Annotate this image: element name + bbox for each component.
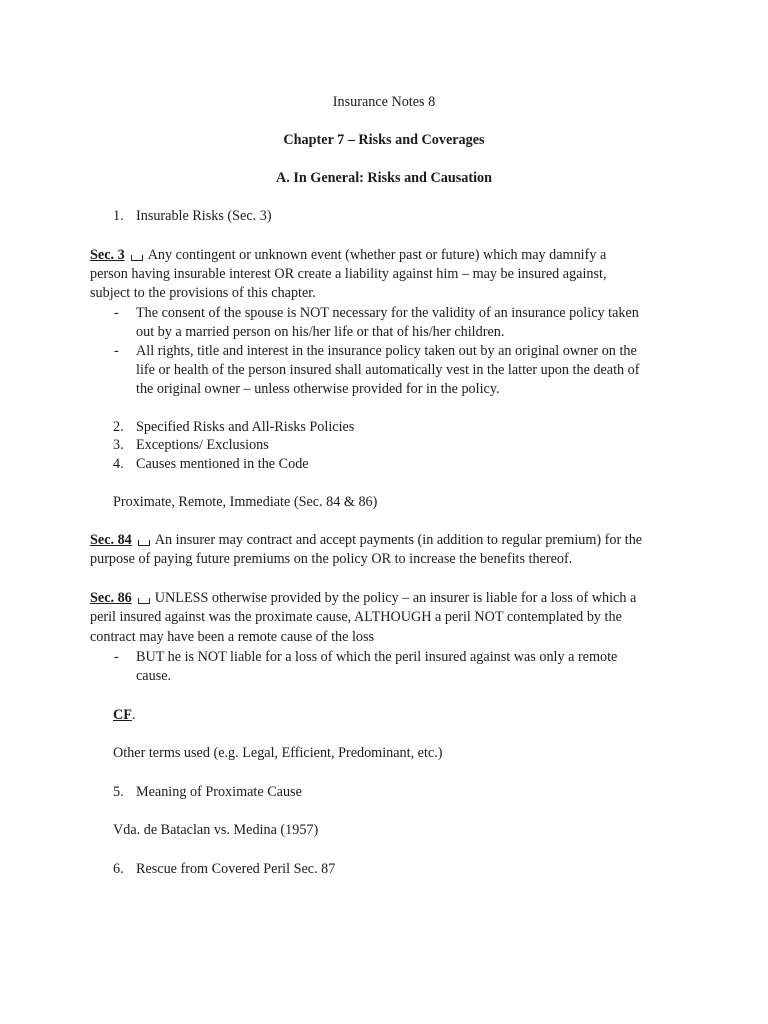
section-heading: A. In General: Risks and Causation xyxy=(275,170,492,186)
list-item-exclusions: Exceptions/ Exclusions xyxy=(136,437,269,453)
sec86-paragraph-line1: Sec. 86 UNLESS otherwise provided by the policy – an insurer is liable for a loss of which a xyxy=(90,590,637,606)
box-icon xyxy=(131,255,143,261)
sec86-bullet-line1: BUT he is NOT liable for a loss of which the peril insured against was only a remote xyxy=(136,649,618,665)
chapter-heading: Chapter 7 – Risks and Coverages xyxy=(283,132,485,148)
sec3-bullet1-line1: The consent of the spouse is NOT necessary for the validity of an insurance policy taken xyxy=(136,305,639,321)
list-number-5: 5. xyxy=(113,784,124,800)
other-terms-text: Other terms used (e.g. Legal, Efficient, Predominant, etc.) xyxy=(113,745,443,761)
bullet-dash: - xyxy=(114,343,119,359)
sec86-label: Sec. 86 xyxy=(90,590,132,606)
bullet-dash: - xyxy=(114,649,119,665)
list-item-causes-in-code: Causes mentioned in the Code xyxy=(136,456,309,472)
cf-heading: CF. xyxy=(113,707,136,723)
proximate-remote-immediate-heading: Proximate, Remote, Immediate (Sec. 84 & 86) xyxy=(113,494,378,510)
sec3-paragraph-line3: subject to the provisions of this chapter. xyxy=(90,285,316,301)
list-number-1: 1. xyxy=(113,208,124,224)
sec3-bullet1-line2: out by a married person on his/her life or that of his/her children. xyxy=(136,324,505,340)
sec86-bullet-line2: cause. xyxy=(136,668,172,684)
document-title: Insurance Notes 8 xyxy=(332,94,436,110)
list-number-4: 4. xyxy=(113,456,124,472)
case-citation: Vda. de Bataclan vs. Medina (1957) xyxy=(113,822,319,838)
sec84-label: Sec. 84 xyxy=(90,532,132,548)
sec3-paragraph-line2: person having insurable interest OR create a liability against him – may be insured against, xyxy=(90,266,607,282)
sec3-bullet2-line2: life or health of the person insured shall automatically vest in the latter upon the death of xyxy=(136,362,640,378)
sec86-paragraph-line2: peril insured against was the proximate cause, ALTHOUGH a peril NOT contemplated by the xyxy=(90,609,622,625)
sec3-label: Sec. 3 xyxy=(90,247,125,263)
box-icon xyxy=(138,540,150,546)
sec86-paragraph-line3: contract may have been a remote cause of the loss xyxy=(90,629,375,645)
bullet-dash: - xyxy=(114,305,119,321)
sec84-paragraph-line1: Sec. 84 An insurer may contract and accept payments (in addition to regular premium) for the xyxy=(90,532,643,548)
list-number-2: 2. xyxy=(113,419,124,435)
list-item-proximate-cause-meaning: Meaning of Proximate Cause xyxy=(136,784,302,800)
cf-label: CF xyxy=(113,707,132,723)
sec3-bullet2-line1: All rights, title and interest in the insurance policy taken out by an original owner on the xyxy=(136,343,637,359)
list-number-3: 3. xyxy=(113,437,124,453)
sec3-paragraph-line1: Sec. 3 Any contingent or unknown event (whether past or future) which may damnify a xyxy=(90,247,607,263)
list-item-rescue-covered-peril: Rescue from Covered Peril Sec. 87 xyxy=(136,861,336,877)
list-number-6: 6. xyxy=(113,861,124,877)
list-item-insurable-risks: Insurable Risks (Sec. 3) xyxy=(136,208,272,224)
list-item-specified-risks: Specified Risks and All-Risks Policies xyxy=(136,419,355,435)
sec84-paragraph-line2: purpose of paying future premiums on the policy OR to increase the benefits thereof. xyxy=(90,551,573,567)
sec3-bullet2-line3: the original owner – unless otherwise provided for in the policy. xyxy=(136,381,500,397)
box-icon xyxy=(138,598,150,604)
